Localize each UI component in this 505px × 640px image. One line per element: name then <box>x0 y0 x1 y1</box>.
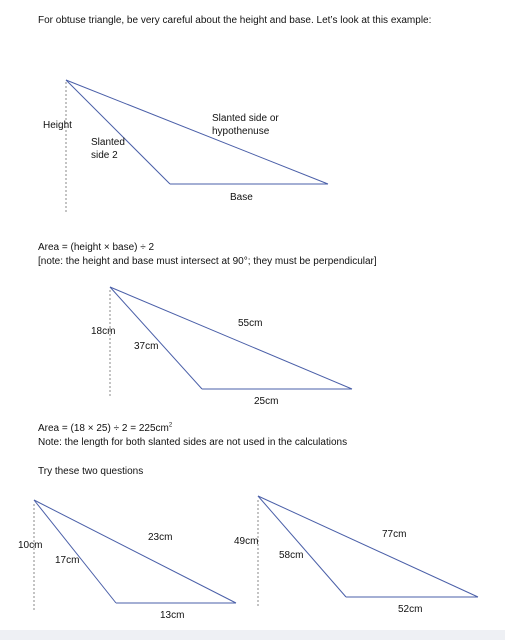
height-value-label: 18cm <box>91 326 116 337</box>
area-calculation-text: Area = (18 × 25) ÷ 2 = 225cm <box>38 423 169 434</box>
slanted-side-line <box>258 496 346 597</box>
slanted-side-value-label: 37cm <box>134 341 159 352</box>
hypotenuse-line <box>34 500 236 603</box>
slanted-side-label-line2: side 2 <box>91 150 118 161</box>
intro-text: For obtuse triangle, be very careful about the height and base. Let’s look at this example: <box>38 15 432 26</box>
practice-prompt: Try these two questions <box>38 466 144 477</box>
area-unit-exponent: 2 <box>168 422 173 429</box>
hypotenuse-label-line1: Slanted side or <box>212 113 279 124</box>
slanted-sides-note: Note: the length for both slanted sides are not used in the calculations <box>38 437 348 448</box>
base-value-label: 25cm <box>254 396 279 407</box>
q2-base-label: 52cm <box>398 604 423 615</box>
q2-hypotenuse-label: 77cm <box>382 529 407 540</box>
area-formula: Area = (height × base) ÷ 2 <box>38 242 155 253</box>
slanted-side-line <box>34 500 116 603</box>
hypotenuse-line <box>258 496 478 597</box>
height-label: Height <box>43 120 72 131</box>
slanted-side-label-line1: Slanted <box>91 137 125 148</box>
hypotenuse-value-label: 55cm <box>238 318 263 329</box>
q1-slanted-side-label: 17cm <box>55 555 80 566</box>
page-bottom-edge <box>0 630 505 640</box>
hypotenuse-line <box>110 287 352 389</box>
slanted-side-line <box>110 287 202 389</box>
q2-slanted-side-label: 58cm <box>279 550 304 561</box>
slanted-side-line <box>66 80 170 184</box>
hypotenuse-line <box>66 80 328 184</box>
q1-height-label: 10cm <box>18 540 43 551</box>
base-label: Base <box>230 192 253 203</box>
hypotenuse-label-line2: hypothenuse <box>212 126 270 137</box>
q1-hypotenuse-label: 23cm <box>148 532 173 543</box>
area-calculation <box>38 422 172 435</box>
q2-height-label: 49cm <box>234 536 259 547</box>
perpendicular-note: [note: the height and base must intersect at 90°; they must be perpendicular] <box>38 256 377 267</box>
q1-base-label: 13cm <box>160 610 185 621</box>
